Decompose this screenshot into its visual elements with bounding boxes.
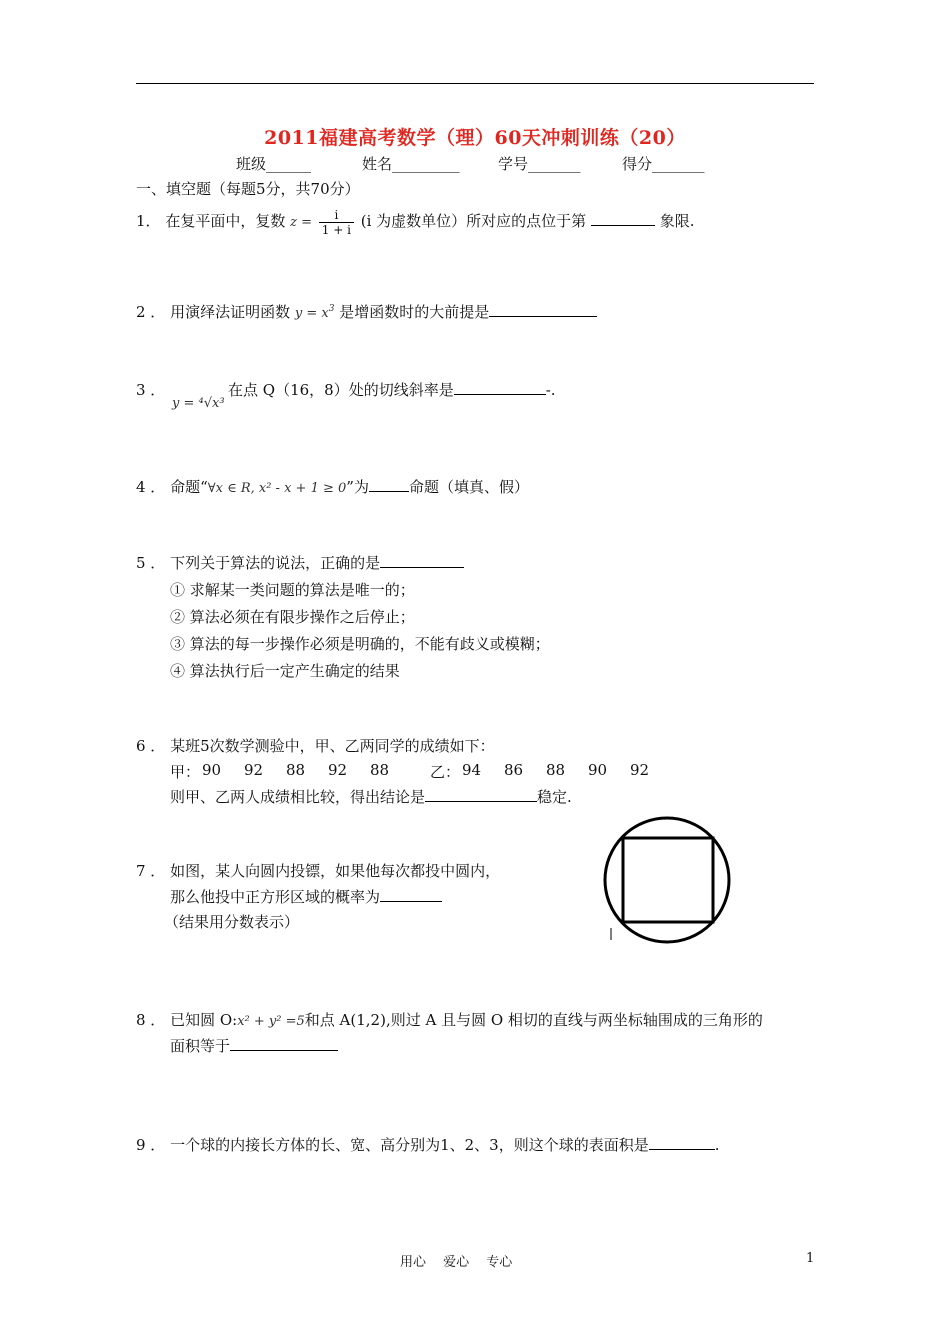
circle-square-figure	[598, 816, 738, 946]
answer-blank[interactable]	[380, 553, 464, 568]
question-number: 5 ．	[136, 554, 166, 572]
question-text: 已知圆 O:	[170, 1011, 238, 1029]
answer-blank[interactable]	[454, 380, 546, 395]
option-1: ① 求解某一类问题的算法是唯一的；	[170, 581, 415, 599]
question-text: 是增函数时的大前提是	[339, 303, 490, 321]
field-name: 姓名_________	[362, 155, 460, 173]
footer-slogan: 用心 爱心 专心	[400, 1255, 513, 1270]
question-2	[136, 301, 597, 322]
option-3: ③ 算法的每一步操作必须是明确的，不能有歧义或模糊；	[170, 635, 550, 653]
answer-blank[interactable]	[369, 477, 409, 492]
option-2: ② 算法必须在有限步操作之后停止；	[170, 608, 415, 626]
question-number: 6 ．	[136, 737, 166, 755]
jia-score: 92	[328, 761, 348, 779]
question-text: 用演绎法证明函数	[170, 303, 291, 321]
question-text: 象限.	[659, 212, 695, 230]
yi-score: 92	[630, 761, 650, 779]
question-text: 面积等于	[170, 1037, 231, 1055]
question-number: 9 ．	[136, 1136, 166, 1154]
question-text: 如图，某人向圆内投镖，如果他每次都投中圆内，	[170, 862, 501, 880]
jia-score: 88	[370, 761, 390, 779]
question-8-line2	[170, 1035, 338, 1056]
question-3	[136, 379, 165, 400]
answer-blank[interactable]	[489, 302, 597, 317]
question-3-text	[228, 379, 556, 400]
answer-blank[interactable]	[591, 211, 655, 226]
square-shape	[623, 838, 713, 922]
field-score: 得分_______	[622, 155, 705, 173]
answer-blank[interactable]	[649, 1135, 715, 1150]
field-student-id: 学号_______	[498, 155, 581, 173]
math-expression: x² + y² =5	[237, 1014, 305, 1029]
question-text: 那么他投中正方形区域的概率为	[170, 888, 381, 906]
answer-blank[interactable]	[425, 787, 537, 802]
question-1	[136, 204, 694, 240]
yi-score: 86	[504, 761, 524, 779]
question-7-line3: （结果用分数表示）	[164, 913, 300, 931]
math-expression: ∀x ∈ R, x² - x + 1 ≥ 0	[207, 481, 347, 496]
yi-score: 94	[462, 761, 482, 779]
yi-label: 乙：	[430, 763, 461, 781]
jia-score: 90	[202, 761, 222, 779]
question-6-conclusion	[170, 786, 572, 807]
question-text: 在复平面中，复数	[165, 212, 286, 230]
question-text: ”为	[346, 478, 369, 496]
question-6	[136, 735, 495, 756]
math-expression: y = ⁴√x³	[172, 396, 225, 411]
section-heading: 一、填空题（每题5分，共70分）	[136, 180, 360, 198]
question-text: 下列关于算法的说法，正确的是	[170, 554, 381, 572]
question-number: 8 ．	[136, 1011, 166, 1029]
question-number: 1．	[136, 212, 161, 230]
question-text: 则甲、乙两人成绩相比较，得出结论是	[170, 788, 426, 806]
answer-blank[interactable]	[380, 887, 442, 902]
question-text: 在点 Q（16，8）处的切线斜率是	[228, 381, 454, 399]
question-text: (i 为虚数单位）所对应的点位于第	[360, 212, 587, 230]
question-text: 某班5次数学测验中，甲、乙两同学的成绩如下：	[170, 737, 495, 755]
jia-label: 甲：	[170, 763, 201, 781]
option-4: ④ 算法执行后一定产生确定的结果	[170, 662, 400, 680]
fraction	[319, 208, 354, 237]
question-text: 一个球的内接长方体的长、宽、高分别为1、2、3，则这个球的表面积是	[170, 1136, 649, 1154]
question-number: 7 ．	[136, 862, 166, 880]
question-7-line2	[170, 886, 442, 907]
math-expression: z =	[290, 215, 312, 230]
question-8	[136, 1009, 763, 1030]
jia-score: 88	[286, 761, 306, 779]
fraction-denominator: 1 + i	[321, 222, 351, 237]
answer-blank[interactable]	[230, 1036, 338, 1051]
question-text: -.	[545, 381, 556, 399]
question-text: 命题“	[170, 478, 208, 496]
math-exponent: 3	[328, 304, 335, 314]
question-4	[136, 476, 529, 497]
question-number: 4 ．	[136, 478, 166, 496]
question-number: 2 ．	[136, 303, 166, 321]
question-text: .	[714, 1136, 720, 1154]
header-rule	[136, 83, 814, 84]
math-expression: y = x	[294, 306, 329, 321]
question-number: 3 ．	[136, 381, 166, 399]
page-number: 1	[806, 1251, 815, 1266]
question-text: 和点 A(1,2),则过 A 且与圆 O 相切的直线与两坐标轴围成的三角形的	[304, 1011, 763, 1029]
yi-score: 88	[546, 761, 566, 779]
question-7	[136, 860, 500, 881]
yi-score: 90	[588, 761, 608, 779]
jia-score: 92	[244, 761, 264, 779]
question-text: 稳定.	[537, 788, 572, 806]
question-9	[136, 1134, 720, 1155]
question-5	[136, 552, 464, 573]
field-class: 班级______	[236, 155, 312, 173]
question-text: 命题（填真、假）	[408, 478, 529, 496]
fraction-numerator: i	[319, 208, 354, 223]
page-title: 2011福建高考数学（理）60天冲刺训练（20）	[264, 127, 686, 149]
